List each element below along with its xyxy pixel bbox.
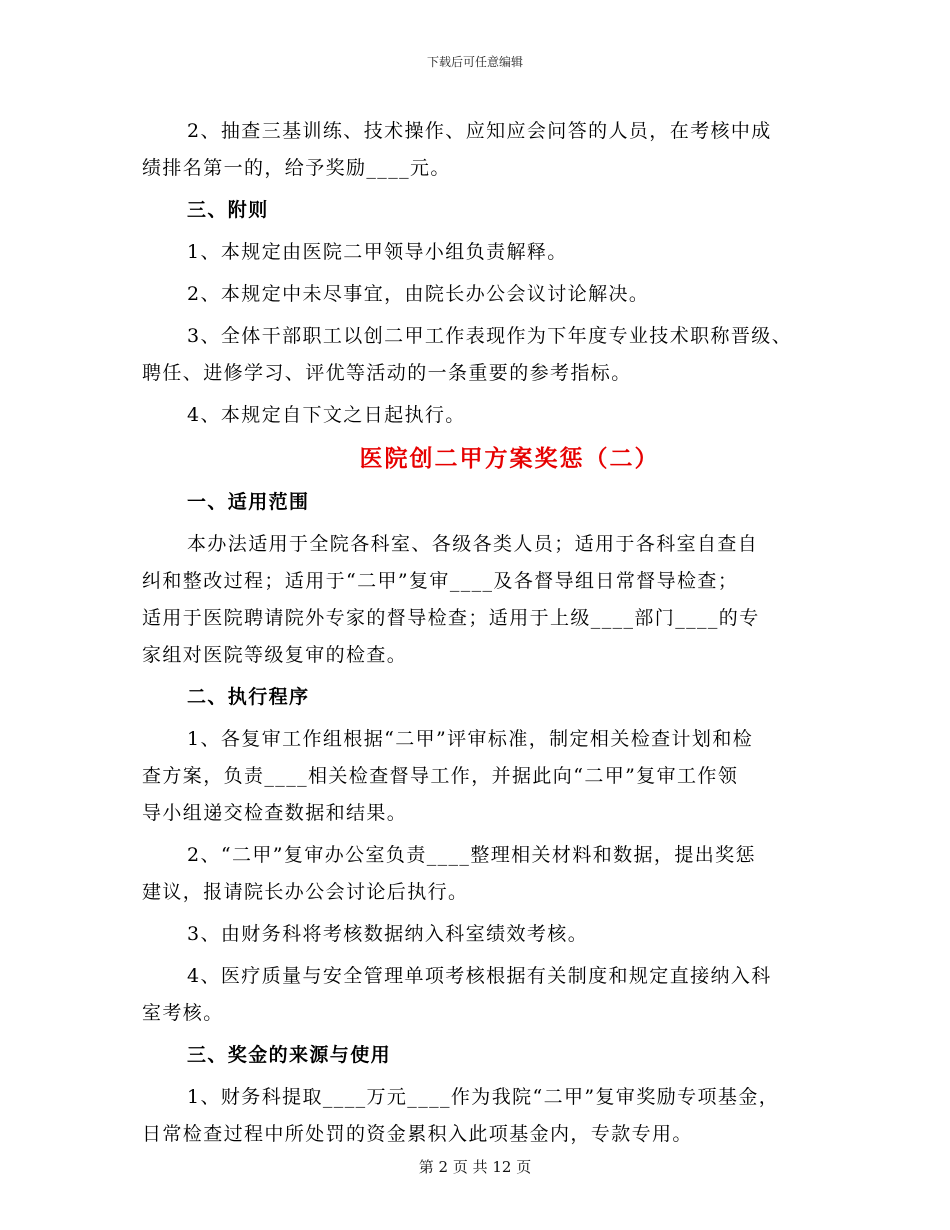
section-heading: 二、执行程序 xyxy=(187,686,310,708)
paragraph-line: 1、各复审工作组根据“二甲”评审标准，制定相关检查计划和检 xyxy=(187,728,754,750)
document-body xyxy=(142,108,832,1153)
paragraph-line: 适用于医院聘请院外专家的督导检查；适用于上级____部门____的专 xyxy=(142,607,760,629)
section-heading: 三、附则 xyxy=(187,199,269,221)
page-header-note: 下载后可任意编辑 xyxy=(426,55,523,69)
paragraph-line: 4、本规定自下文之日起执行。 xyxy=(187,404,466,426)
paragraph-line: 建议，报请院长办公会讨论后执行。 xyxy=(142,881,469,903)
paragraph-line: 聘任、进修学习、评优等活动的一条重要的参考指标。 xyxy=(142,362,632,384)
page-number: 第 2 页 共 12 页 xyxy=(418,1158,532,1176)
paragraph-line: 1、财务科提取____万元____作为我院“二甲”复审奖励专项基金， xyxy=(187,1086,780,1108)
paragraph-line: 家组对医院等级复审的检查。 xyxy=(142,644,408,666)
section-heading: 一、适用范围 xyxy=(187,491,310,513)
paragraph-line: 4、医疗质量与安全管理单项考核根据有关制度和规定直接纳入科 xyxy=(187,965,772,987)
paragraph-line: 导小组递交检查数据和结果。 xyxy=(142,802,408,824)
paragraph-line: 3、全体干部职工以创二甲工作表现作为下年度专业技术职称晋级、 xyxy=(187,325,793,347)
paragraph-line: 1、本规定由医院二甲领导小组负责解释。 xyxy=(187,241,568,263)
paragraph-line: 3、由财务科将考核数据纳入科室绩效考核。 xyxy=(187,923,589,945)
paragraph-line: 室考核。 xyxy=(142,1002,224,1024)
document-title: 医院创二甲方案奖惩（二） xyxy=(359,445,660,472)
paragraph-line: 本办法适用于全院各科室、各级各类人员；适用于各科室自查自 xyxy=(187,533,759,555)
section-heading: 三、奖金的来源与使用 xyxy=(187,1044,392,1066)
paragraph-line: 日常检查过程中所处罚的资金累积入此项基金内，专款专用。 xyxy=(142,1123,693,1145)
paragraph-line: 查方案，负责____相关检查督导工作，并据此向“二甲”复审工作领 xyxy=(142,765,739,787)
paragraph-line: 2、抽查三基训练、技术操作、应知应会问答的人员，在考核中成 xyxy=(187,120,772,142)
paragraph-line: 2、“二甲”复审办公室负责____整理相关材料和数据，提出奖惩 xyxy=(187,844,756,866)
paragraph-line: 纠和整改过程；适用于“二甲”复审____及各督导组日常督导检查； xyxy=(142,570,739,592)
paragraph-line: 2、本规定中未尽事宜，由院长办公会议讨论解决。 xyxy=(187,283,650,305)
paragraph-line: 绩排名第一的，给予奖励____元。 xyxy=(142,157,451,179)
